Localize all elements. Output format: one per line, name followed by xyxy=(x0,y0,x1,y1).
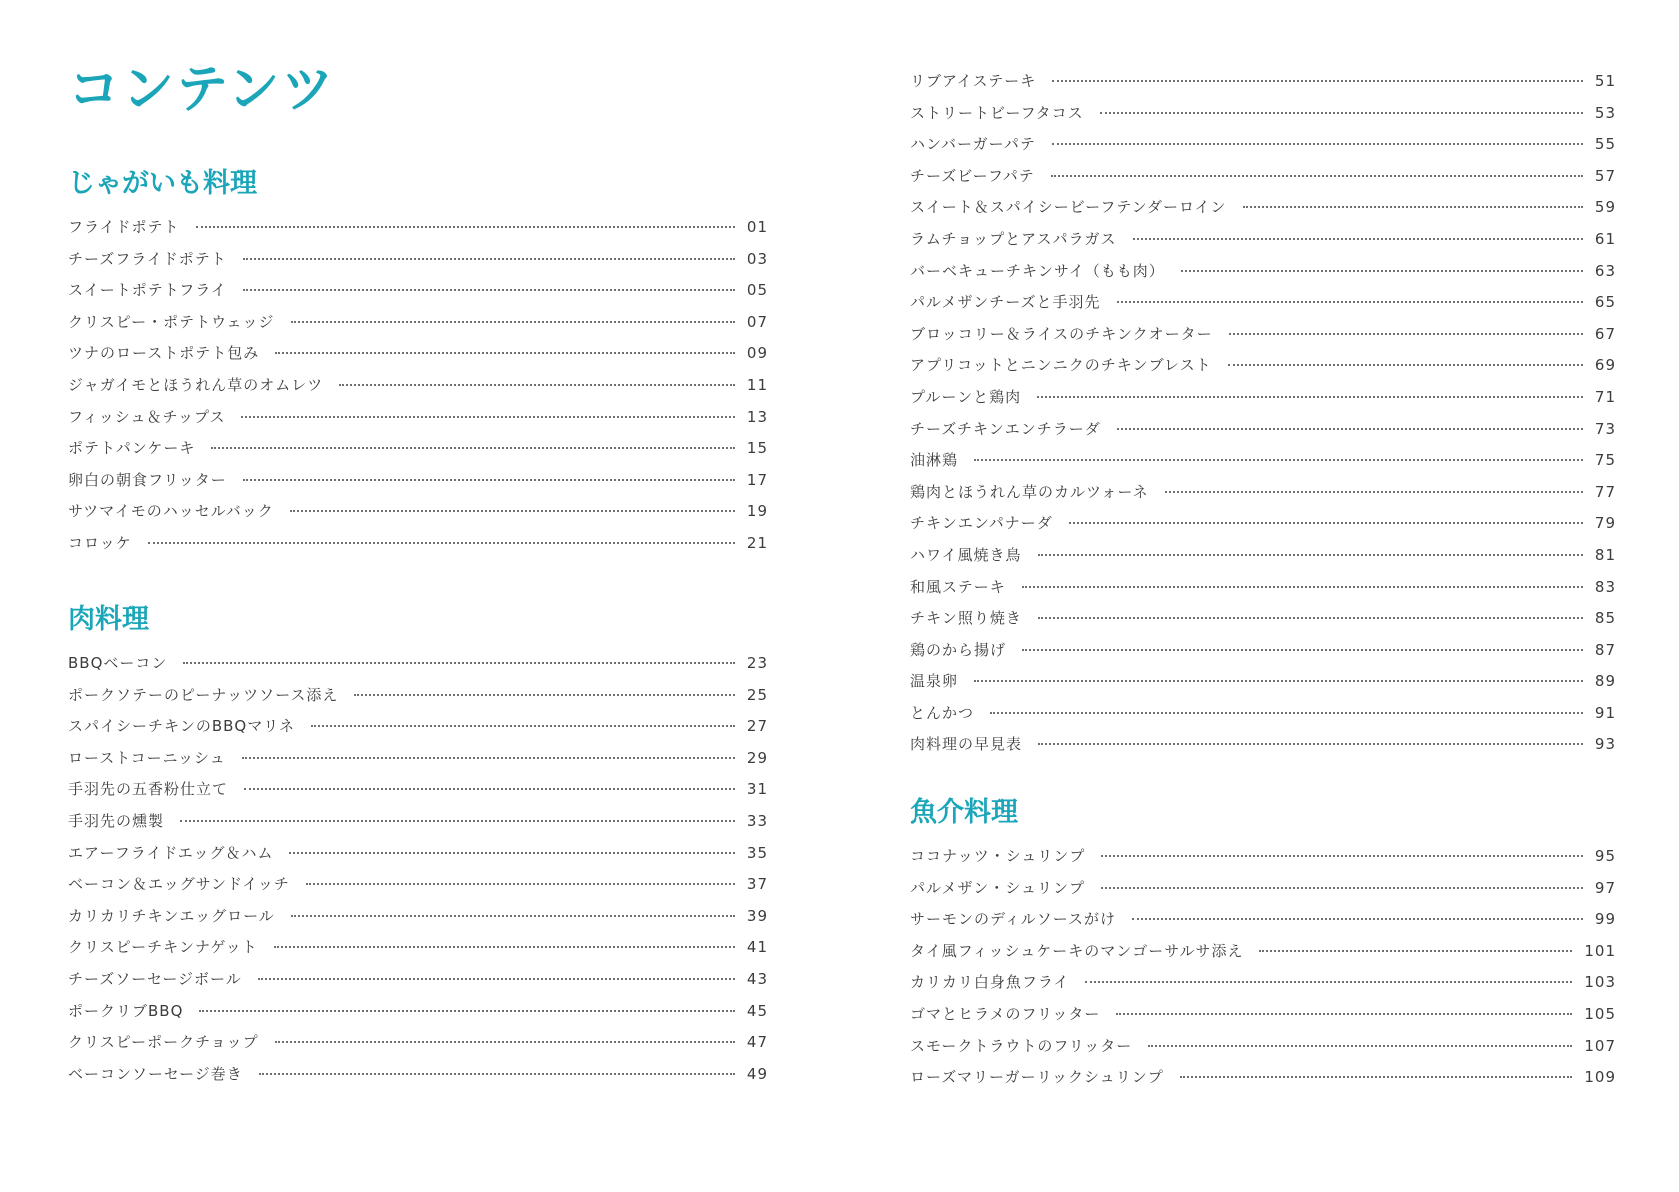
toc-entry[interactable] xyxy=(910,133,1616,165)
toc-entry[interactable] xyxy=(910,449,1616,481)
toc-entry-page-number: 99 xyxy=(1594,910,1616,929)
toc-entry[interactable] xyxy=(910,228,1616,260)
toc-entry[interactable] xyxy=(910,639,1616,671)
section-title-seafood: 魚介料理 xyxy=(910,797,1018,828)
toc-entry-label: チーズチキンエンチラーダ xyxy=(910,419,1101,438)
dot-leader xyxy=(1101,887,1583,889)
toc-entry-label: 和風ステーキ xyxy=(910,577,1006,596)
toc-entry[interactable] xyxy=(910,908,1616,940)
toc-entry[interactable] xyxy=(910,481,1616,513)
toc-entry-page-number: 85 xyxy=(1594,609,1616,628)
toc-entry-label: ツナのローストポテト包み xyxy=(68,344,260,363)
toc-entry-label: 鶏肉とほうれん草のカルツォーネ xyxy=(910,482,1149,501)
toc-entry-page-number: 103 xyxy=(1584,973,1616,992)
toc-entry-page-number: 45 xyxy=(746,1001,768,1020)
toc-entry[interactable] xyxy=(910,1003,1616,1035)
toc-entry[interactable] xyxy=(68,715,768,747)
toc-entry-page-number: 43 xyxy=(746,969,768,988)
toc-entry[interactable] xyxy=(910,940,1616,972)
toc-entry-label: スイート＆スパイシービーフテンダーロイン xyxy=(910,198,1227,217)
dot-leader xyxy=(1181,270,1583,272)
toc-entry-label: クリスピーポークチョップ xyxy=(68,1033,259,1052)
toc-entry-label: フィッシュ＆チップス xyxy=(68,407,226,426)
dot-leader xyxy=(311,725,735,727)
toc-entry-label: ポークリブBBQ xyxy=(68,1001,184,1020)
toc-entry[interactable] xyxy=(910,702,1616,734)
dot-leader xyxy=(1051,175,1583,177)
toc-entry-page-number: 47 xyxy=(746,1033,768,1052)
dot-leader xyxy=(306,883,735,885)
dot-leader xyxy=(1165,491,1583,493)
toc-entry[interactable] xyxy=(68,810,768,842)
toc-entry-label: チキンエンパナーダ xyxy=(910,514,1053,533)
toc-entry-label: クリスピー・ポテトウェッジ xyxy=(68,312,275,331)
dot-leader xyxy=(1259,950,1572,952)
section-potato xyxy=(68,166,768,564)
toc-entry-label: エアーフライドエッグ＆ハム xyxy=(68,843,274,862)
toc-entry[interactable] xyxy=(68,684,768,716)
dot-leader xyxy=(290,510,735,512)
toc-entry-page-number: 23 xyxy=(746,654,768,672)
toc-entry-label: カリカリチキンエッグロール xyxy=(68,906,275,925)
toc-entry-label: ハワイ風焼き鳥 xyxy=(910,545,1022,564)
toc-entry-page-number: 109 xyxy=(1584,1068,1616,1087)
toc-entry-label: カリカリ白身魚フライ xyxy=(910,973,1070,992)
dot-leader xyxy=(1052,80,1583,82)
dot-leader xyxy=(259,1073,735,1075)
dot-leader xyxy=(244,788,735,790)
dot-leader xyxy=(291,915,735,917)
toc-entry-page-number: 93 xyxy=(1594,735,1616,754)
toc-entry-label: アプリコットとニンニクのチキンブレスト xyxy=(910,356,1212,375)
section-title-meat: 肉料理 xyxy=(68,604,149,635)
toc-entry-page-number: 71 xyxy=(1594,387,1616,406)
toc-entry[interactable] xyxy=(910,512,1616,544)
toc-entry-label: スパイシーチキンのBBQマリネ xyxy=(68,717,295,736)
dot-leader xyxy=(1038,554,1583,556)
toc-entry-label: タイ風フィッシュケーキのマンゴーサルサ添え xyxy=(910,941,1244,960)
section-title-potato: じゃがいも料理 xyxy=(68,168,257,199)
dot-leader xyxy=(1117,428,1583,430)
toc-entry-page-number: 35 xyxy=(746,843,768,862)
toc-entry-label: チーズフライドポテト xyxy=(68,249,227,268)
toc-entry-page-number: 09 xyxy=(746,344,768,363)
dot-leader xyxy=(1100,112,1583,114)
toc-entry[interactable] xyxy=(68,936,768,968)
toc-entry-page-number: 57 xyxy=(1594,166,1616,185)
toc-entry-page-number: 83 xyxy=(1594,577,1616,596)
toc-entry-page-number: 55 xyxy=(1594,135,1616,154)
dot-leader xyxy=(990,712,1583,714)
toc-entry[interactable] xyxy=(910,1066,1616,1098)
toc-entry-page-number: 31 xyxy=(746,780,768,799)
dot-leader xyxy=(1069,522,1583,524)
toc-entry-page-number: 101 xyxy=(1584,941,1616,960)
toc-entry-label: フライドポテト xyxy=(68,218,180,236)
toc-list-meat xyxy=(68,652,768,1094)
toc-entry-page-number: 63 xyxy=(1594,261,1616,280)
dot-leader xyxy=(1117,301,1583,303)
dot-leader xyxy=(1133,238,1583,240)
toc-entry-page-number: 19 xyxy=(746,502,768,521)
dot-leader xyxy=(242,757,735,759)
dot-leader xyxy=(275,352,735,354)
toc-entry-label: とんかつ xyxy=(910,703,975,722)
toc-entry-page-number: 73 xyxy=(1594,419,1616,438)
toc-entry[interactable] xyxy=(68,905,768,937)
dot-leader xyxy=(974,459,1583,461)
toc-entry-label: スモークトラウトのフリッター xyxy=(910,1036,1133,1055)
dot-leader xyxy=(1180,1076,1573,1078)
toc-entry-page-number: 17 xyxy=(746,470,768,489)
section-meat-continued xyxy=(910,70,1616,765)
toc-entry[interactable] xyxy=(68,216,768,248)
toc-entry-page-number: 11 xyxy=(746,375,768,394)
toc-entry-label: リブアイステーキ xyxy=(910,72,1037,90)
dot-leader xyxy=(243,479,735,481)
toc-entry-label: 手羽先の燻製 xyxy=(68,811,165,830)
toc-entry-label: 油淋鶏 xyxy=(910,451,959,470)
dot-leader xyxy=(289,852,734,854)
toc-entry[interactable] xyxy=(910,165,1616,197)
dot-leader xyxy=(180,820,735,822)
dot-leader xyxy=(974,680,1583,682)
toc-entry[interactable] xyxy=(910,70,1616,102)
toc-entry[interactable] xyxy=(68,1000,768,1032)
toc-entry-page-number: 87 xyxy=(1594,640,1616,659)
dot-leader xyxy=(1052,143,1583,145)
toc-entry[interactable] xyxy=(910,354,1616,386)
toc-entry-label: ベーコンソーセージ巻き xyxy=(68,1064,243,1083)
toc-entry[interactable] xyxy=(910,670,1616,702)
dot-leader xyxy=(211,447,735,449)
toc-entry-label: チーズビーフパテ xyxy=(910,166,1035,185)
toc-entry-page-number: 107 xyxy=(1584,1036,1616,1055)
toc-entry[interactable] xyxy=(910,196,1616,228)
toc-entry-page-number: 01 xyxy=(746,218,768,236)
toc-entry-page-number: 29 xyxy=(746,748,768,767)
toc-entry-page-number: 21 xyxy=(746,533,768,552)
toc-entry[interactable] xyxy=(910,576,1616,608)
dot-leader xyxy=(291,321,735,323)
toc-entry-page-number: 33 xyxy=(746,811,768,830)
toc-entry-page-number: 39 xyxy=(746,906,768,925)
dot-leader xyxy=(1243,206,1583,208)
section-meat xyxy=(68,602,768,1094)
toc-entry-page-number: 59 xyxy=(1594,198,1616,217)
dot-leader xyxy=(1228,364,1583,366)
toc-entry-label: ブロッコリー＆ライスのチキンクオーター xyxy=(910,324,1213,343)
toc-entry[interactable] xyxy=(68,342,768,374)
toc-entry-page-number: 41 xyxy=(746,938,768,957)
toc-entry-label: バーベキューチキンサイ（もも肉） xyxy=(910,261,1165,280)
dot-leader xyxy=(196,226,735,228)
toc-entry[interactable] xyxy=(68,778,768,810)
toc-entry-label: スイートポテトフライ xyxy=(68,281,227,300)
toc-entry-page-number: 75 xyxy=(1594,451,1616,470)
section-seafood xyxy=(910,795,1616,1098)
dot-leader xyxy=(243,258,735,260)
dot-leader xyxy=(183,662,735,664)
toc-entry-page-number: 27 xyxy=(746,717,768,736)
toc-entry[interactable] xyxy=(68,532,768,564)
toc-entry-page-number: 03 xyxy=(746,249,768,268)
toc-entry[interactable] xyxy=(68,1063,768,1095)
dot-leader xyxy=(1116,1013,1572,1015)
toc-entry-page-number: 105 xyxy=(1584,1004,1616,1023)
toc-entry-page-number: 37 xyxy=(746,875,768,894)
dot-leader xyxy=(1085,981,1572,983)
toc-entry-label: チキン照り焼き xyxy=(910,609,1022,628)
toc-entry-page-number: 89 xyxy=(1594,672,1616,691)
toc-entry[interactable] xyxy=(68,469,768,501)
toc-entry[interactable] xyxy=(910,607,1616,639)
dot-leader xyxy=(199,1010,735,1012)
dot-leader xyxy=(1229,333,1583,335)
toc-entry[interactable] xyxy=(910,291,1616,323)
toc-entry-label: プルーンと鶏肉 xyxy=(910,387,1022,406)
toc-entry-label: ローストコーニッシュ xyxy=(68,748,226,767)
toc-entry[interactable] xyxy=(910,544,1616,576)
toc-entry-page-number: 77 xyxy=(1594,482,1616,501)
toc-entry-label: ゴマとヒラメのフリッター xyxy=(910,1004,1101,1023)
toc-entry[interactable] xyxy=(910,845,1616,877)
dot-leader xyxy=(258,978,735,980)
toc-entry[interactable] xyxy=(68,406,768,438)
dot-leader xyxy=(1022,586,1583,588)
toc-entry[interactable] xyxy=(910,386,1616,418)
toc-entry-page-number: 79 xyxy=(1594,514,1616,533)
toc-entry[interactable] xyxy=(68,747,768,779)
toc-entry[interactable] xyxy=(910,733,1616,765)
toc-entry[interactable] xyxy=(68,873,768,905)
dot-leader xyxy=(354,694,735,696)
dot-leader xyxy=(1101,855,1583,857)
dot-leader xyxy=(1038,617,1583,619)
toc-entry-page-number: 13 xyxy=(746,407,768,426)
toc-entry-label: ポテトパンケーキ xyxy=(68,439,196,458)
toc-entry-label: チーズソーセージボール xyxy=(68,969,242,988)
toc-entry[interactable] xyxy=(910,1035,1616,1067)
dot-leader xyxy=(275,1041,735,1043)
toc-entry-page-number: 69 xyxy=(1594,356,1616,375)
toc-entry[interactable] xyxy=(68,311,768,343)
toc-entry-label: ココナッツ・シュリンプ xyxy=(910,847,1086,865)
toc-entry-label: パルメザンチーズと手羽先 xyxy=(910,293,1101,312)
toc-entry[interactable] xyxy=(68,1031,768,1063)
dot-leader xyxy=(274,946,735,948)
dot-leader xyxy=(148,542,735,544)
toc-entry-label: クリスピーチキンナゲット xyxy=(68,938,258,957)
dot-leader xyxy=(1022,649,1583,651)
toc-entry-label: BBQベーコン xyxy=(68,654,168,672)
toc-entry-page-number: 53 xyxy=(1594,103,1616,122)
toc-entry-label: ストリートビーフタコス xyxy=(910,103,1084,122)
toc-entry-label: 鶏のから揚げ xyxy=(910,640,1007,659)
toc-entry[interactable] xyxy=(910,877,1616,909)
dot-leader xyxy=(243,289,735,291)
dot-leader xyxy=(1132,918,1583,920)
toc-entry-label: サツマイモのハッセルバック xyxy=(68,502,274,521)
toc-entry[interactable] xyxy=(910,323,1616,355)
toc-entry[interactable] xyxy=(68,248,768,280)
dot-leader xyxy=(241,416,734,418)
toc-entry[interactable] xyxy=(910,260,1616,292)
toc-entry-label: 手羽先の五香粉仕立て xyxy=(68,780,229,799)
toc-entry-page-number: 95 xyxy=(1594,847,1616,865)
dot-leader xyxy=(1037,396,1583,398)
toc-entry-page-number: 25 xyxy=(746,685,768,704)
toc-entry-page-number: 81 xyxy=(1594,545,1616,564)
dot-leader xyxy=(1148,1045,1572,1047)
toc-entry-page-number: 15 xyxy=(746,439,768,458)
toc-list-potato xyxy=(68,216,768,564)
toc-entry-page-number: 61 xyxy=(1594,229,1616,248)
toc-entry[interactable] xyxy=(68,968,768,1000)
toc-entry-label: 卵白の朝食フリッター xyxy=(68,470,227,489)
toc-entry[interactable] xyxy=(910,418,1616,450)
toc-entry[interactable] xyxy=(910,102,1616,134)
toc-entry-page-number: 51 xyxy=(1594,72,1616,90)
toc-entry-page-number: 91 xyxy=(1594,703,1616,722)
toc-entry-label: サーモンのディルソースがけ xyxy=(910,910,1117,929)
toc-entry[interactable] xyxy=(68,437,768,469)
toc-list-meat-continued xyxy=(910,70,1616,765)
toc-entry[interactable] xyxy=(68,842,768,874)
toc-entry-label: 温泉卵 xyxy=(910,672,959,691)
page-title: コンテンツ xyxy=(68,60,336,120)
toc-entry-label: ハンバーガーパテ xyxy=(910,135,1036,154)
toc-entry-label: コロッケ xyxy=(68,533,132,552)
toc-entry[interactable] xyxy=(68,652,768,684)
dot-leader xyxy=(1038,743,1583,745)
toc-list-seafood xyxy=(910,845,1616,1098)
toc-entry-page-number: 49 xyxy=(746,1064,768,1083)
toc-entry[interactable] xyxy=(68,500,768,532)
toc-entry-label: ラムチョップとアスパラガス xyxy=(910,229,1117,248)
toc-entry-page-number: 07 xyxy=(746,312,768,331)
toc-entry-page-number: 05 xyxy=(746,281,768,300)
dot-leader xyxy=(339,384,735,386)
toc-entry-label: ジャガイモとほうれん草のオムレツ xyxy=(68,375,324,394)
toc-entry-label: 肉料理の早見表 xyxy=(910,735,1023,754)
toc-entry-page-number: 67 xyxy=(1594,324,1616,343)
toc-entry-page-number: 65 xyxy=(1594,293,1616,312)
toc-entry[interactable] xyxy=(910,971,1616,1003)
toc-entry-page-number: 97 xyxy=(1594,878,1616,897)
toc-entry-label: ベーコン＆エッグサンドイッチ xyxy=(68,875,290,894)
toc-entry-label: ポークソテーのピーナッツソース添え xyxy=(68,685,339,704)
toc-entry[interactable] xyxy=(68,279,768,311)
toc-entry[interactable] xyxy=(68,374,768,406)
toc-entry-label: ローズマリーガーリックシュリンプ xyxy=(910,1068,1164,1087)
toc-entry-label: パルメザン・シュリンプ xyxy=(910,878,1085,897)
